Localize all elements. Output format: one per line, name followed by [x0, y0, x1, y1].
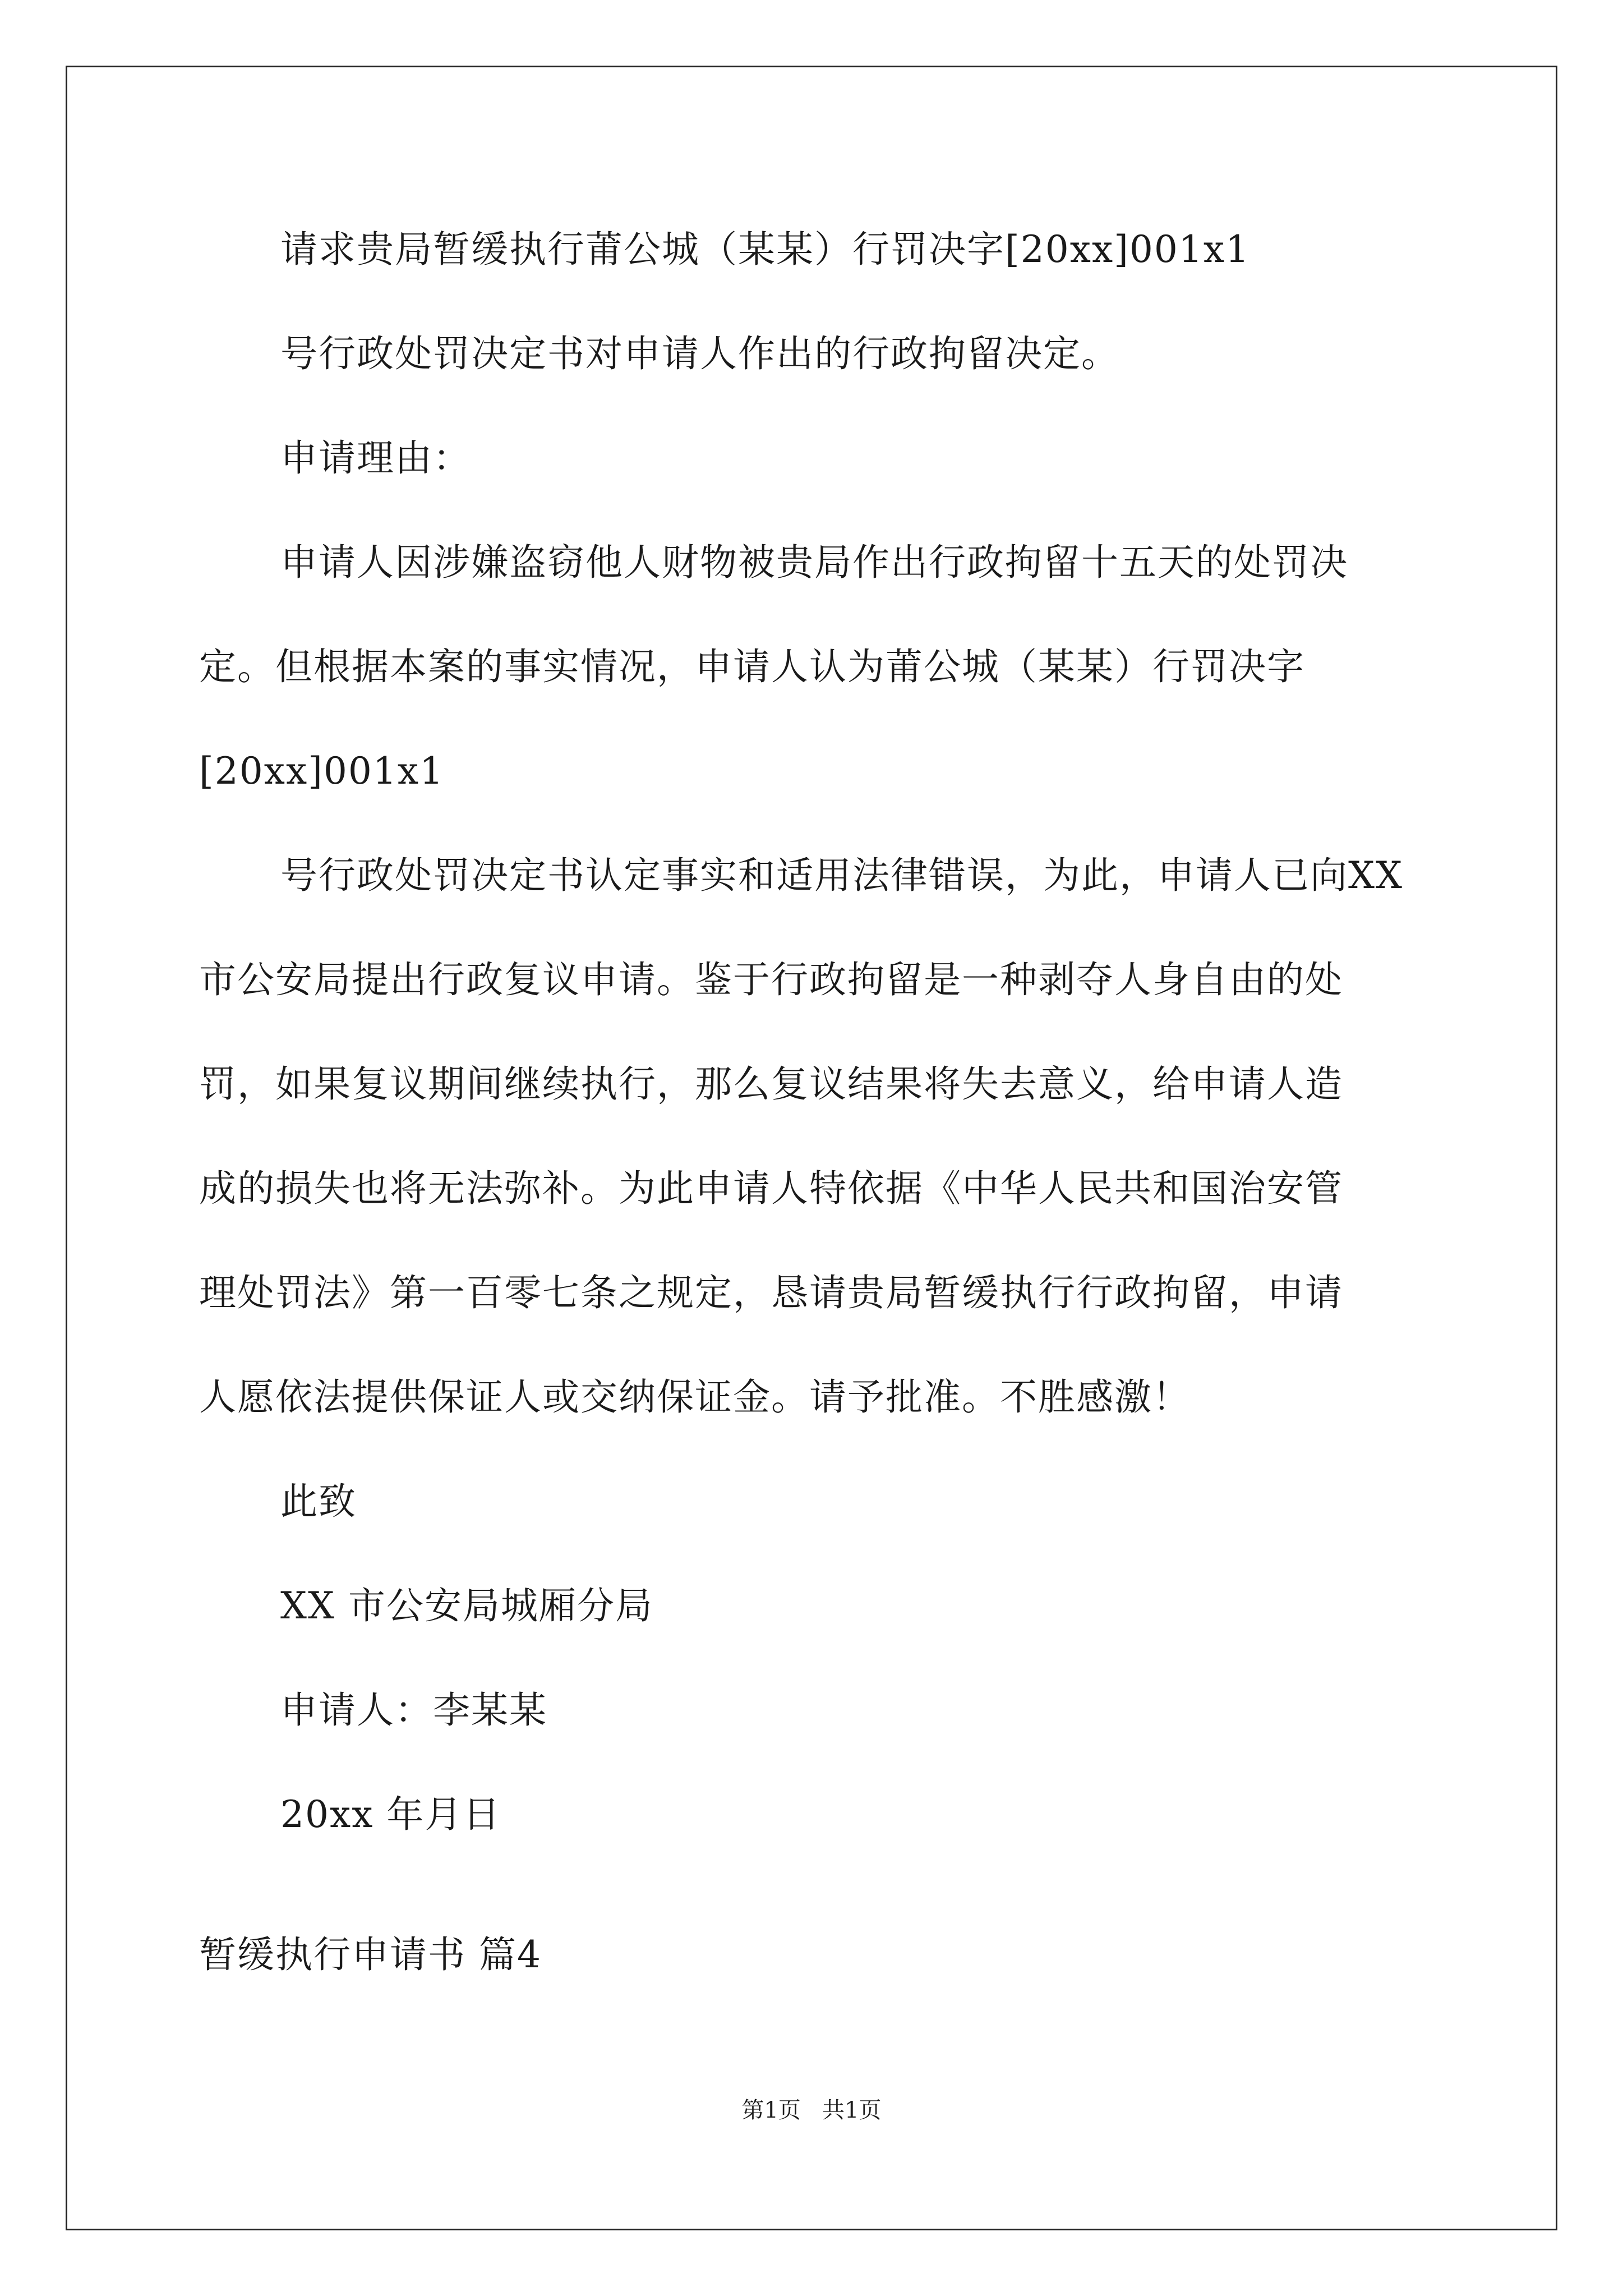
applicant-signature: 申请人：李某某	[280, 1688, 547, 1732]
body-line-5: 定。但根据本案的事实情况，申请人认为莆公城（某某）行罚决字	[199, 645, 1305, 688]
body-line-4: 申请人因涉嫌盗窃他人财物被贵局作出行政拘留十五天的处罚决	[280, 541, 1348, 584]
body-line-6: [20xx]001x1	[199, 749, 445, 793]
body-line-2: 号行政处罚决定书对申请人作出的行政拘留决定。	[280, 332, 1119, 375]
body-line-8: 市公安局提出行政复议申请。鉴于行政拘留是一种剥夺人身自由的处	[199, 958, 1343, 1001]
body-line-12: 人愿依法提供保证人或交纳保证金。请予批准。不胜感激！	[199, 1375, 1191, 1419]
body-line-11: 理处罚法》第一百零七条之规定，恳请贵局暂缓执行行政拘留，申请	[199, 1271, 1343, 1314]
body-line-7: 号行政处罚决定书认定事实和适用法律错误，为此，申请人已向XX	[280, 854, 1403, 897]
body-line-9: 罚，如果复议期间继续执行，那么复议结果将失去意义，给申请人造	[199, 1062, 1343, 1106]
page-border	[66, 66, 1557, 2230]
page-footer: 第1页 共1页	[741, 2097, 882, 2123]
body-line-10: 成的损失也将无法弥补。为此申请人特依据《中华人民共和国治安管	[199, 1167, 1343, 1210]
closing-salutation: 此致	[280, 1480, 357, 1523]
next-section-heading: 暂缓执行申请书 篇4	[199, 1933, 542, 1976]
recipient-office: XX 市公安局城厢分局	[280, 1584, 653, 1627]
body-line-1: 请求贵局暂缓执行莆公城（某某）行罚决字[20xx]001x1	[280, 228, 1251, 271]
section-label-reasons: 申请理由：	[280, 436, 471, 480]
date-line: 20xx 年月日	[280, 1793, 501, 1836]
